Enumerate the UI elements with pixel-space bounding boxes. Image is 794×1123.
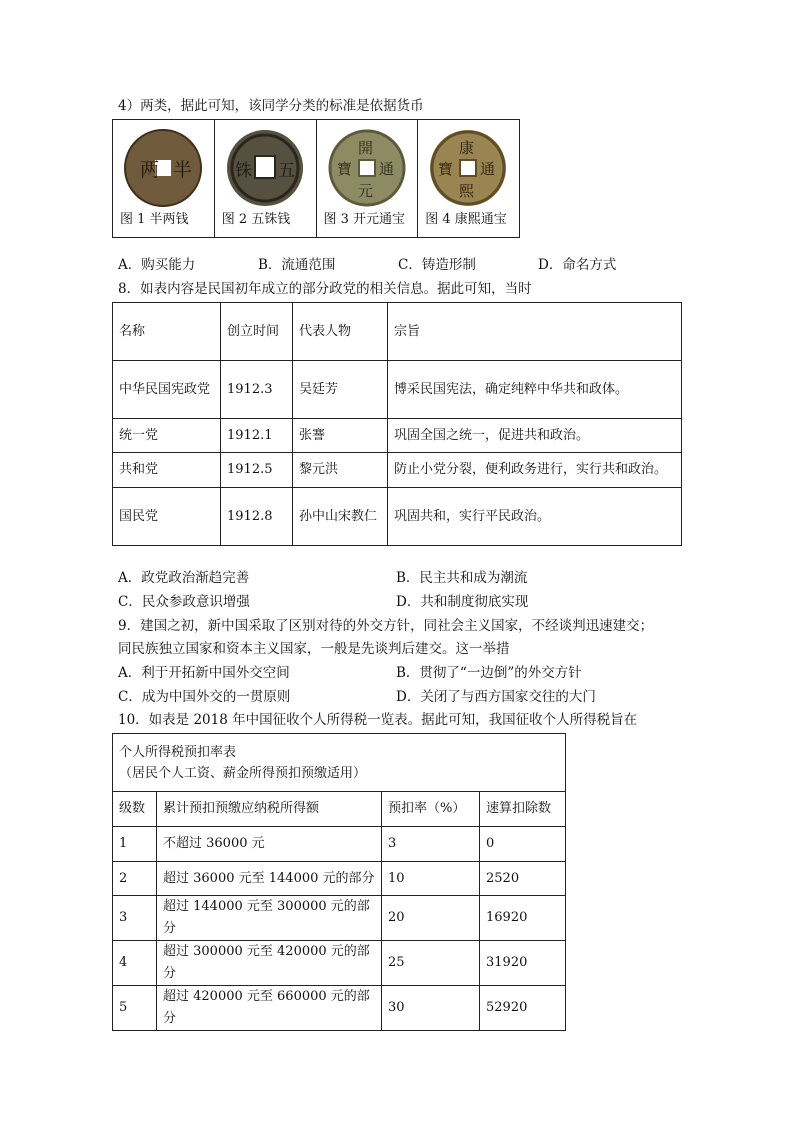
header-rate: 预扣率（%） (382, 792, 480, 827)
table-row (113, 941, 566, 986)
tax-table-title-row (113, 734, 566, 792)
header-founded: 创立时间 (221, 303, 293, 361)
party-aim: 巩固全国之统一，促进共和政治。 (388, 419, 682, 453)
tax-deduction: 52920 (480, 986, 566, 1031)
tax-table-subtitle: （居民个人工资、薪金所得预扣预缴适用） (119, 765, 367, 781)
tax-deduction: 2520 (480, 862, 566, 896)
table-row (113, 419, 682, 453)
party-name: 国民党 (113, 488, 221, 546)
q9-option-c[interactable]: C．成为中国外交的一贯原则 (118, 689, 291, 705)
table-header-row (113, 303, 682, 361)
header-income: 累计预扣预缴应纳税所得额 (157, 792, 382, 827)
tax-income: 超过 36000 元至 144000 元的部分 (157, 862, 382, 896)
tax-income: 超过 144000 元至 300000 元的部分 (157, 896, 382, 941)
tax-level: 2 (113, 862, 157, 896)
party-founded: 1912.3 (221, 361, 293, 419)
tax-table-header-row (113, 792, 566, 827)
tax-rate: 30 (382, 986, 480, 1031)
tax-rate: 25 (382, 941, 480, 986)
coin-cell-3 (317, 120, 419, 237)
q8-option-a[interactable]: A．政党政治渐趋完善 (118, 570, 250, 586)
tax-rate: 3 (382, 827, 480, 862)
q7-option-c[interactable]: C．铸造形制 (398, 257, 476, 273)
tax-table-title: 个人所得税预扣率表 (119, 744, 237, 760)
party-founded: 1912.8 (221, 488, 293, 546)
tax-level: 3 (113, 896, 157, 941)
q9-option-a[interactable]: A．利于开拓新中国外交空间 (118, 665, 290, 681)
party-aim: 巩固共和，实行平民政治。 (388, 488, 682, 546)
tax-rate: 10 (382, 862, 480, 896)
header-leader: 代表人物 (293, 303, 388, 361)
q8-option-d[interactable]: D．共和制度彻底实现 (396, 594, 529, 610)
tax-deduction: 16920 (480, 896, 566, 941)
banliang-coin-icon (121, 126, 205, 210)
tax-income: 不超过 36000 元 (157, 827, 382, 862)
coin-cell-1 (113, 120, 215, 237)
tax-level: 5 (113, 986, 157, 1031)
party-aim: 博采民国宪法，确定纯粹中华共和政体。 (388, 361, 682, 419)
party-leader: 吴廷芳 (293, 361, 388, 419)
q9-option-d[interactable]: D．关闭了与西方国家交往的大门 (396, 689, 596, 705)
q7-option-a[interactable]: A．购买能力 (118, 257, 196, 273)
parties-table (112, 302, 682, 546)
table-row (113, 361, 682, 419)
q8-option-c[interactable]: C．民众参政意识增强 (118, 594, 250, 610)
coin-4-glyph-bottom: 熙 (459, 182, 475, 200)
coin-4-glyph-top: 康 (459, 139, 475, 157)
kangxi-coin-icon (426, 126, 510, 210)
table-row (113, 862, 566, 896)
party-aim: 防止小党分裂，便利政务进行，实行共和政治。 (388, 453, 682, 488)
tax-deduction: 31920 (480, 941, 566, 986)
coin-cell-4 (418, 120, 519, 237)
q9-option-b[interactable]: B．贯彻了“一边倒”的外交方针 (396, 665, 582, 681)
coin-caption-4: 图 4 康熙通宝 (425, 212, 507, 227)
q8-option-b[interactable]: B．民主共和成为潮流 (396, 570, 528, 586)
coin-2-glyph-right: 五 (277, 161, 295, 181)
coin-2-glyph-left: 铢 (234, 161, 252, 181)
coin-4-glyph-right: 通 (480, 160, 496, 178)
header-aim: 宗旨 (388, 303, 682, 361)
tax-deduction: 0 (480, 827, 566, 862)
table-row (113, 896, 566, 941)
tax-level: 4 (113, 941, 157, 986)
coin-3-glyph-left: 寶 (336, 160, 352, 178)
tax-level: 1 (113, 827, 157, 862)
party-name: 统一党 (113, 419, 221, 453)
coin-3-glyph-bottom: 元 (357, 182, 373, 200)
party-leader: 张謇 (293, 419, 388, 453)
party-leader: 孙中山宋教仁 (293, 488, 388, 546)
kaiyuan-coin-icon (325, 126, 409, 210)
table-row (113, 488, 682, 546)
coin-1-glyph-right: 半 (173, 159, 193, 181)
coin-caption-2: 图 2 五铢钱 (221, 212, 291, 227)
q7-option-d[interactable]: D．命名方式 (538, 257, 617, 273)
tax-income: 超过 420000 元至 660000 元的部分 (157, 986, 382, 1031)
header-level: 级数 (113, 792, 157, 827)
q8-stem: 8．如表内容是民国初年成立的部分政党的相关信息。据此可知，当时 (118, 281, 532, 297)
header-deduction: 速算扣除数 (480, 792, 566, 827)
party-name: 共和党 (113, 453, 221, 488)
q7-stem-tail: 4）两类，据此可知，该同学分类的标准是依据货币 (118, 98, 424, 114)
party-founded: 1912.1 (221, 419, 293, 453)
q10-stem: 10．如表是 2018 年中国征收个人所得税一览表。据此可知，我国征收个人所得税旨在 (118, 712, 638, 728)
header-name: 名称 (113, 303, 221, 361)
coin-3-glyph-top: 開 (357, 139, 373, 157)
coin-4-glyph-left: 寶 (438, 160, 454, 178)
coin-caption-3: 图 3 开元通宝 (323, 212, 406, 227)
coin-1-glyph-left: 两 (140, 159, 160, 181)
coin-cell-2 (215, 120, 317, 237)
q9-stem-line-2: 同民族独立国家和资本主义国家，一般是先谈判后建交。这一举措 (118, 641, 510, 657)
coin-3-glyph-right: 通 (378, 160, 394, 178)
party-name: 中华民国宪政党 (113, 361, 221, 419)
party-founded: 1912.5 (221, 453, 293, 488)
wuzhu-coin-icon (223, 126, 307, 210)
q9-stem-line-1: 9．建国之初，新中国采取了区别对待的外交方针，同社会主义国家，不经谈判迅速建交； (118, 618, 654, 634)
party-leader: 黎元洪 (293, 453, 388, 488)
table-row (113, 453, 682, 488)
tax-rate-table (112, 733, 566, 1031)
coins-figure (112, 119, 520, 238)
coin-caption-1: 图 1 半两钱 (120, 212, 189, 227)
table-row (113, 986, 566, 1031)
q7-option-b[interactable]: B．流通范围 (258, 257, 336, 273)
tax-income: 超过 300000 元至 420000 元的部分 (157, 941, 382, 986)
tax-rate: 20 (382, 896, 480, 941)
table-row (113, 827, 566, 862)
